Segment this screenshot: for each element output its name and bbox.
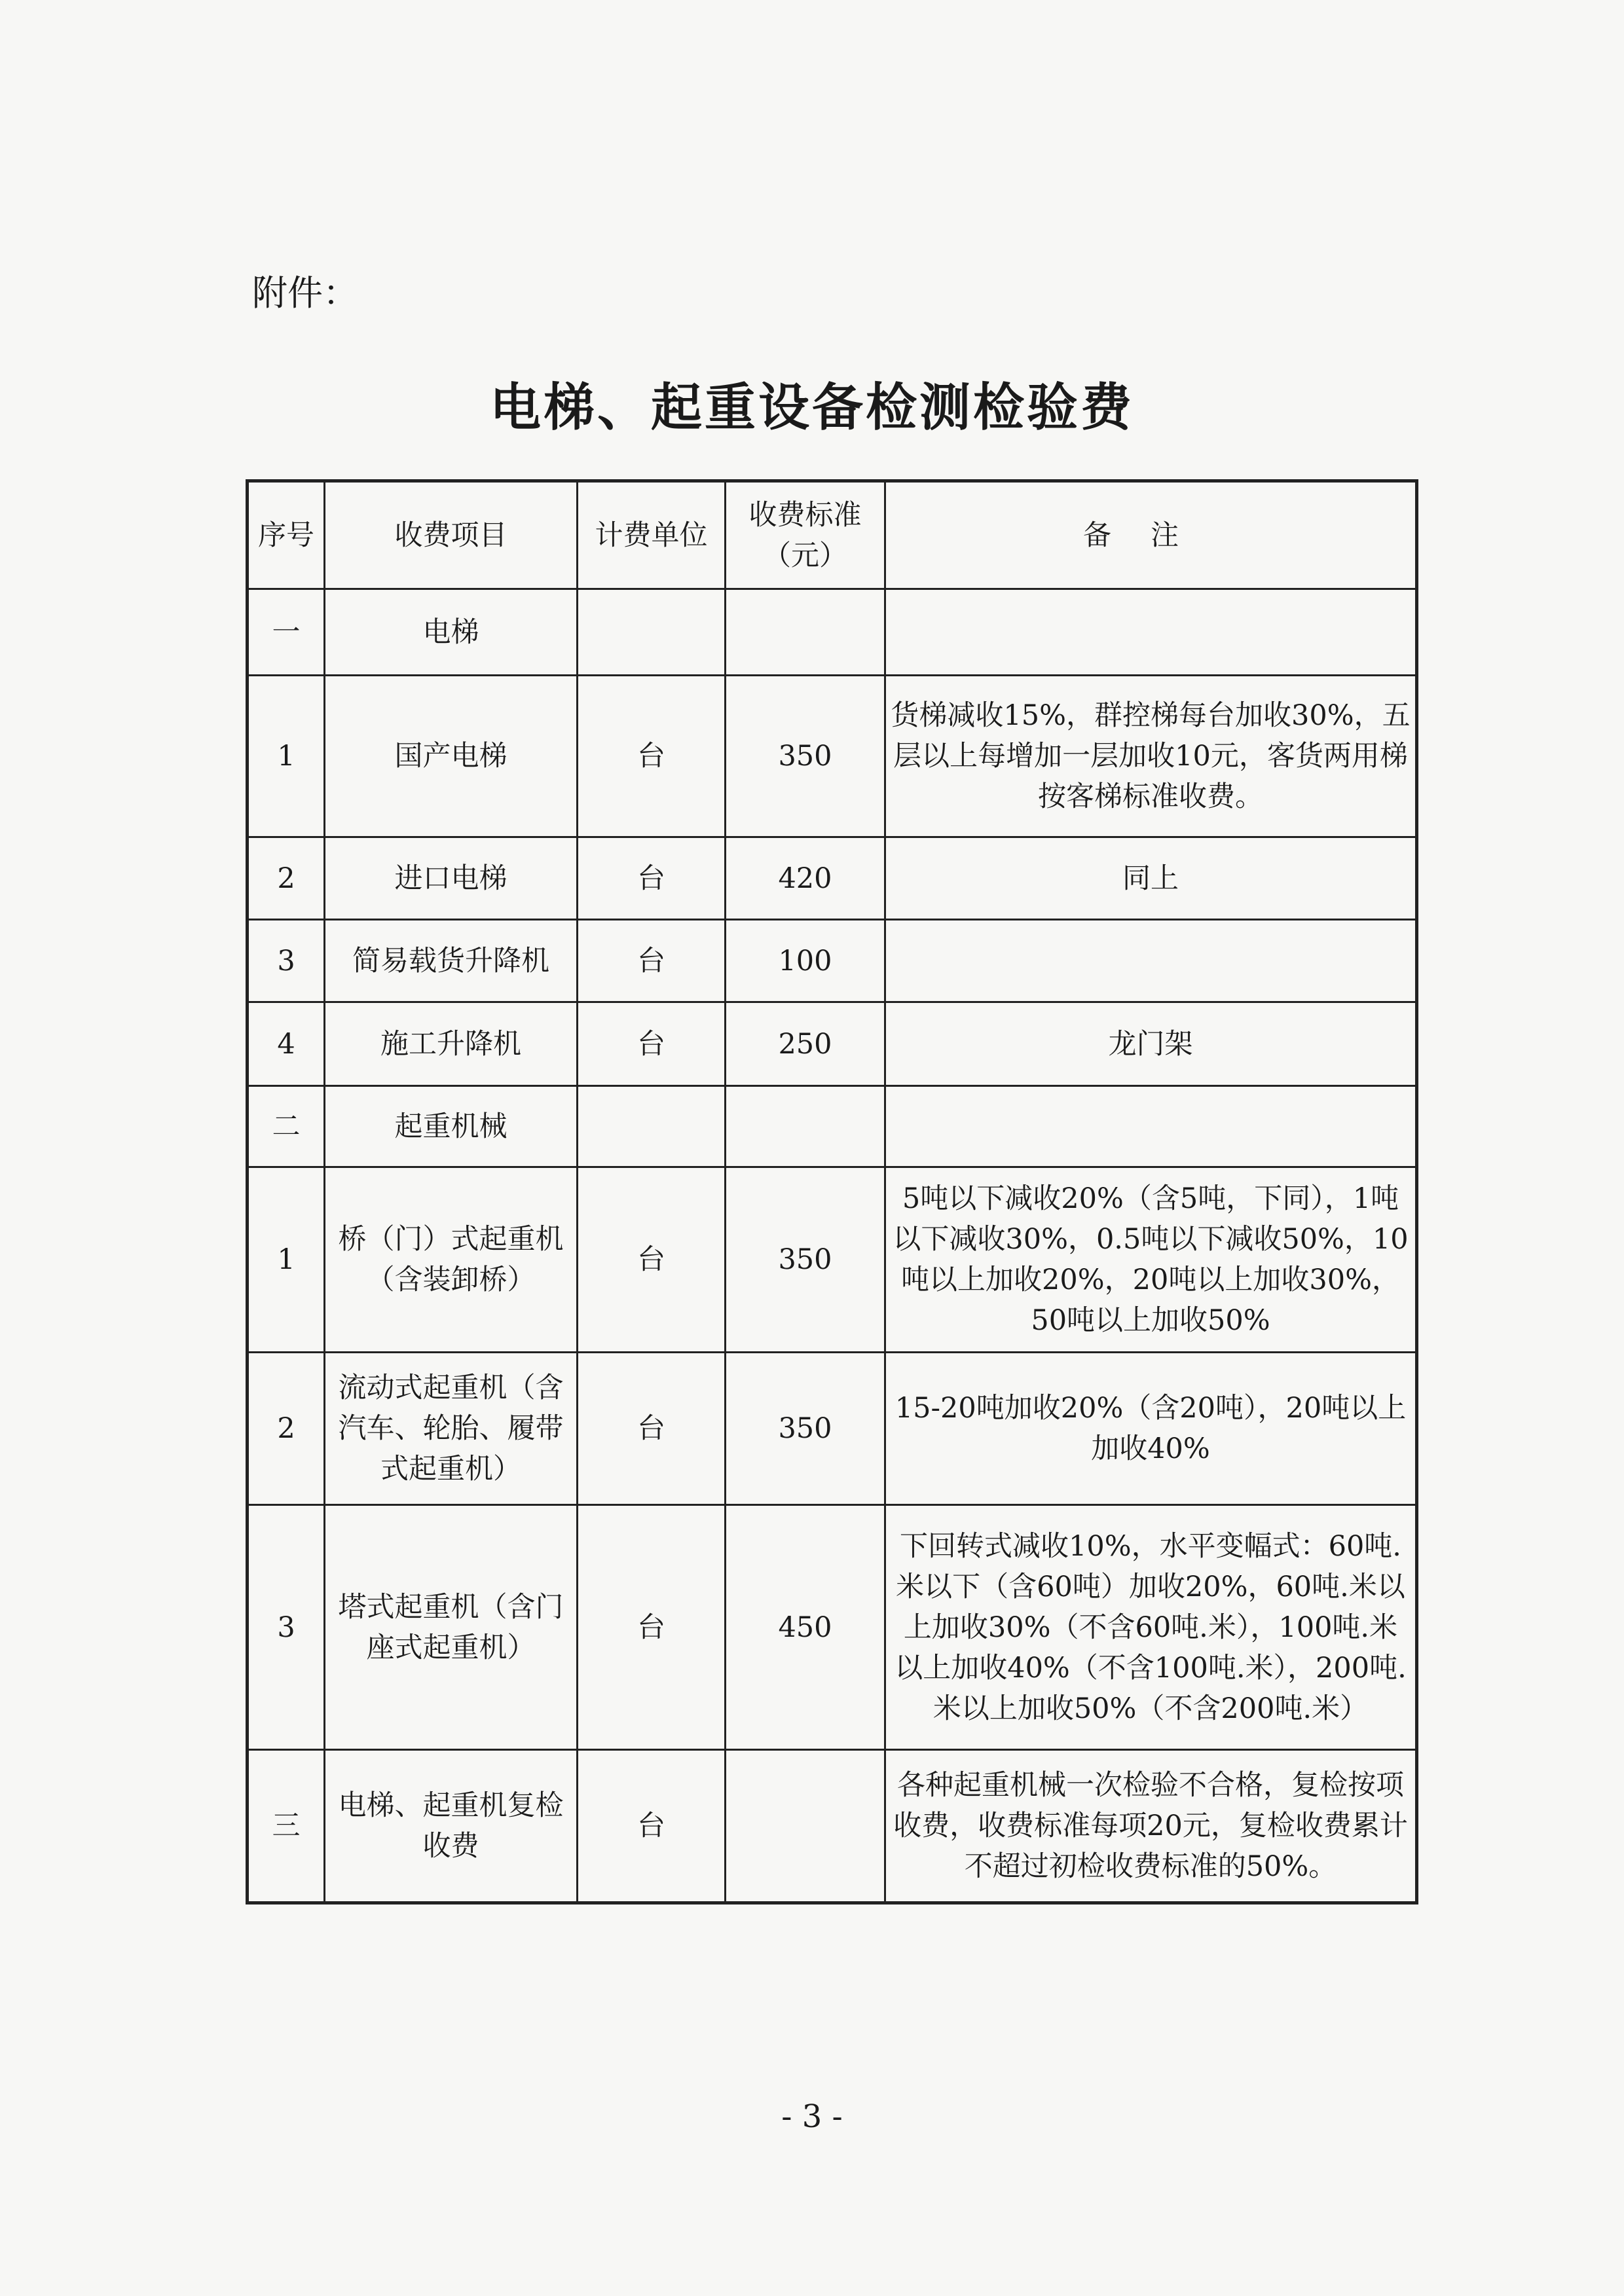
row-item: 国产电梯: [325, 676, 578, 837]
header-item: 收费项目: [325, 481, 578, 589]
row-note: 同上: [885, 837, 1417, 920]
row-fee: 350: [726, 1353, 885, 1505]
row-unit: 台: [578, 1167, 726, 1353]
row-item: 施工升降机: [325, 1002, 578, 1086]
row-item: 电梯、起重机复检收费: [325, 1750, 578, 1903]
table-row: [248, 1353, 1417, 1505]
row-fee: 350: [726, 676, 885, 837]
row-no: 3: [248, 1505, 325, 1750]
fee-table: [246, 479, 1418, 1904]
table-row: [248, 1505, 1417, 1750]
row-fee: [726, 1750, 885, 1903]
table-row: [248, 1086, 1417, 1167]
row-no: 一: [248, 589, 325, 676]
row-unit: [578, 589, 726, 676]
row-unit: 台: [578, 920, 726, 1002]
header-note: 备注: [885, 481, 1417, 589]
row-no: 3: [248, 920, 325, 1002]
header-no: 序号: [248, 481, 325, 589]
row-note: 货梯减收15%，群控梯每台加收30%，五层以上每增加一层加收10元，客货两用梯按客梯标准收费。: [885, 676, 1417, 837]
row-item: 流动式起重机（含汽车、轮胎、履带式起重机）: [325, 1353, 578, 1505]
row-note: 15-20吨加收20%（含20吨），20吨以上加收40%: [885, 1353, 1417, 1505]
row-unit: 台: [578, 1002, 726, 1086]
header-fee: [726, 481, 885, 589]
header-fee-line2: （元）: [763, 539, 847, 572]
table-row: [248, 837, 1417, 920]
row-unit: 台: [578, 837, 726, 920]
row-item: 简易载货升降机: [325, 920, 578, 1002]
header-fee-line1: 收费标准: [748, 498, 862, 532]
row-no: 4: [248, 1002, 325, 1086]
row-unit: 台: [578, 1750, 726, 1903]
header-unit: 计费单位: [578, 481, 726, 589]
row-unit: 台: [578, 1353, 726, 1505]
attachment-label: 附件：: [252, 272, 358, 314]
row-note: [885, 920, 1417, 1002]
page-number: - 3 -: [781, 2098, 843, 2135]
table-row: [248, 1002, 1417, 1086]
table-row: [248, 920, 1417, 1002]
row-no: 2: [248, 837, 325, 920]
row-item: 进口电梯: [325, 837, 578, 920]
row-note: 各种起重机械一次检验不合格，复检按项收费，收费标准每项20元，复检收费累计不超过初检收费标准的50%。: [885, 1750, 1417, 1903]
table-row: [248, 1167, 1417, 1353]
row-fee: [726, 1086, 885, 1167]
row-no: 1: [248, 1167, 325, 1353]
row-no: 2: [248, 1353, 325, 1505]
table-row: [248, 676, 1417, 837]
row-item: 起重机械: [325, 1086, 578, 1167]
row-unit: [578, 1086, 726, 1167]
row-fee: 420: [726, 837, 885, 920]
row-item: 桥（门）式起重机（含装卸桥）: [325, 1167, 578, 1353]
row-note: 龙门架: [885, 1002, 1417, 1086]
row-fee: 350: [726, 1167, 885, 1353]
row-no: 二: [248, 1086, 325, 1167]
row-unit: 台: [578, 676, 726, 837]
row-note: [885, 589, 1417, 676]
header-row: [248, 481, 1417, 589]
document-title: 电梯、起重设备检测检验费: [489, 378, 1134, 437]
table-row: [248, 589, 1417, 676]
row-fee: 450: [726, 1505, 885, 1750]
row-no: 1: [248, 676, 325, 837]
row-no: 三: [248, 1750, 325, 1903]
row-note: 5吨以下减收20%（含5吨，下同），1吨以下减收30%，0.5吨以下减收50%，10吨以上加收20%，20吨以上加收30%，50吨以上加收50%: [885, 1167, 1417, 1353]
table-row: [248, 1750, 1417, 1903]
row-note: [885, 1086, 1417, 1167]
row-fee: [726, 589, 885, 676]
row-unit: 台: [578, 1505, 726, 1750]
row-item: 塔式起重机（含门座式起重机）: [325, 1505, 578, 1750]
row-fee: 100: [726, 920, 885, 1002]
row-note: 下回转式减收10%，水平变幅式：60吨.米以下（含60吨）加收20%，60吨.米以上加收30%（不含60吨.米），100吨.米以上加收40%（不含100吨.米），200吨.米以上加收50%（不含200吨.米）: [885, 1505, 1417, 1750]
row-item: 电梯: [325, 589, 578, 676]
row-fee: 250: [726, 1002, 885, 1086]
